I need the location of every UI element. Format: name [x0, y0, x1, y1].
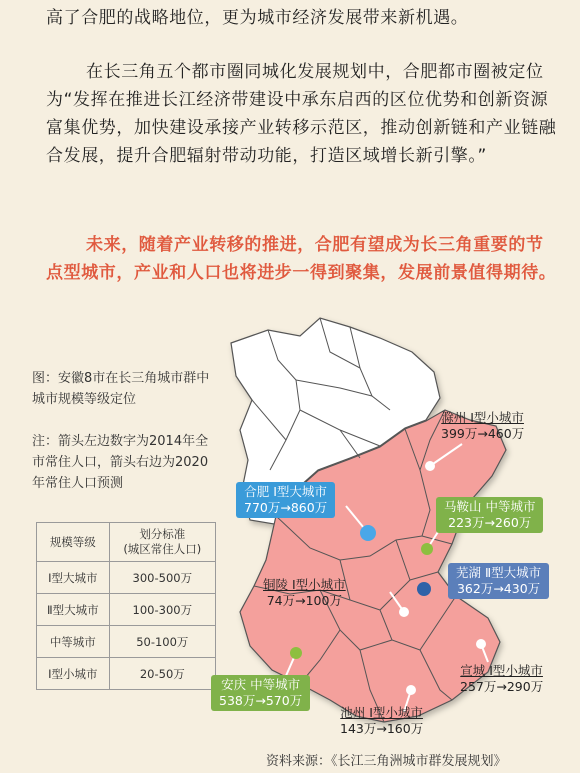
city-population: 143万→160万: [340, 721, 424, 736]
intro-paragraph: 高了合肥的战略地位，更为城市经济发展带来新机遇。: [46, 8, 469, 28]
table-cell: 100-300万: [109, 594, 215, 626]
chuzhou-marker: [425, 461, 435, 471]
label-maanshan: [436, 497, 543, 533]
table-cell: 50-100万: [109, 626, 215, 658]
xuancheng-marker: [476, 639, 486, 649]
city-name: 宣城 Ⅰ型小城市: [460, 663, 543, 678]
table-row: [37, 658, 216, 690]
city-name: 池州 Ⅰ型小城市: [340, 705, 423, 720]
city-population: 399万→460万: [441, 426, 525, 441]
label-tongling: [258, 577, 351, 609]
table-row: [37, 594, 216, 626]
figure-note: 注：箭头左边数字为2014年全市常住人口，箭头右边为2020年常住人口预测: [32, 434, 209, 491]
label-chuzhou: [436, 410, 529, 442]
label-chizhou: [335, 705, 428, 737]
table-header: 规模等级: [37, 523, 110, 562]
hefei-marker: [360, 525, 376, 541]
table-cell: Ⅰ型大城市: [37, 562, 110, 594]
city-name: 合肥 Ⅰ型大城市: [244, 484, 327, 499]
city-population: 538万→570万: [219, 693, 303, 708]
table-cell: Ⅰ型小城市: [37, 658, 110, 690]
city-name: 芜湖 Ⅱ型大城市: [456, 565, 542, 580]
table-header: 划分标准 (城区常住人口): [109, 523, 215, 562]
table-row: [37, 562, 216, 594]
city-population: 257万→290万: [460, 679, 544, 694]
chizhou-marker: [406, 685, 416, 695]
scale-table: [36, 522, 216, 690]
label-xuancheng: [455, 663, 548, 695]
city-name: 滁州 Ⅰ型小城市: [441, 410, 524, 425]
city-name: 铜陵 Ⅰ型小城市: [263, 577, 346, 592]
table-row: [37, 626, 216, 658]
anqing-marker: [290, 647, 302, 659]
figure-caption: 图：安徽8市在长三角城市群中城市规模等级定位: [32, 371, 210, 407]
wuhu-marker: [417, 582, 431, 596]
tongling-marker: [399, 607, 409, 617]
city-population: 223万→260万: [448, 515, 532, 530]
city-name: 马鞍山 中等城市: [444, 499, 536, 514]
city-population: 362万→430万: [456, 581, 541, 596]
label-wuhu: [448, 563, 549, 599]
table-cell: 20-50万: [109, 658, 215, 690]
city-population: 74万→100万: [266, 593, 342, 608]
label-hefei: [236, 482, 335, 518]
source-credit: 资料来源：《长江三角洲城市群发展规划》: [266, 754, 507, 769]
table-cell: Ⅱ型大城市: [37, 594, 110, 626]
plan-paragraph: 在长三角五个都市圈同城化发展规划中，合肥都市圈被定位为“发挥在推进长江经济带建设中承东启西的区位优势和创新资源富集优势，加快建设承接产业转移示范区，推动创新链和产业链融合发展，提升合肥辐射带动功能，打造区域增长新引擎。”: [46, 62, 557, 166]
table-cell: 中等城市: [37, 626, 110, 658]
city-name: 安庆 中等城市: [221, 677, 301, 692]
table-header-row: [37, 523, 216, 562]
maanshan-marker: [421, 543, 433, 555]
table-cell: 300-500万: [109, 562, 215, 594]
city-population: 770万→860万: [244, 500, 328, 515]
label-anqing: [211, 675, 310, 711]
future-paragraph: 未来，随着产业转移的推进，合肥有望成为长三角重要的节点型城市，产业和人口也将进步一得到聚集，发展前景值得期待。: [46, 235, 557, 283]
